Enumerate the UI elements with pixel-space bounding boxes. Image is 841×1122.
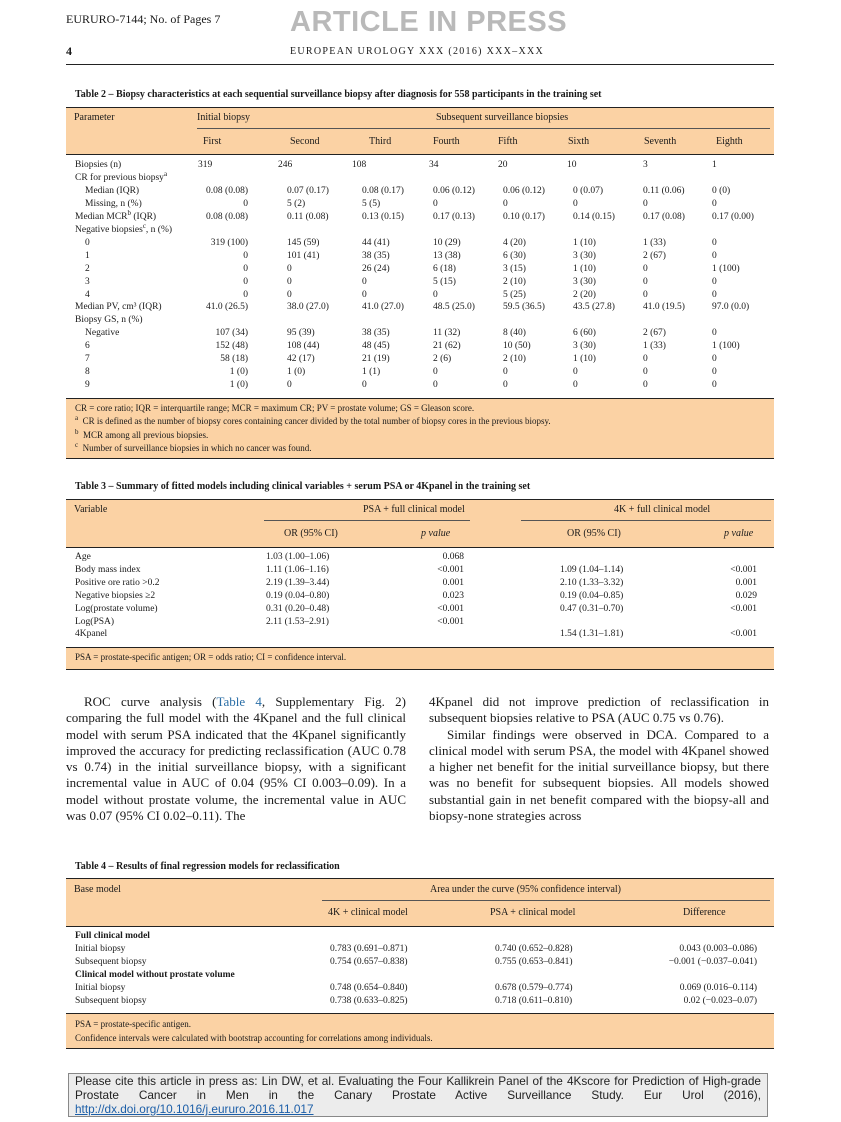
table2-cell: 0: [643, 380, 648, 391]
table4-title: Table 4 – Results of final regression models for reclassification: [75, 861, 340, 872]
header-rule: [66, 64, 774, 65]
table2-cell: 5 (2): [287, 198, 306, 209]
table3-sub-or-psa: OR (95% CI): [284, 528, 338, 539]
table2-cell: 0.14 (0.15): [573, 211, 615, 222]
table2-cell: 0: [712, 250, 717, 261]
table3-sub-p-psa: p value: [421, 528, 451, 539]
table4-4k-value: 0.754 (0.657–0.838): [330, 957, 408, 967]
table2-cell: 0.13 (0.15): [362, 211, 404, 222]
table2-cell: 20: [498, 160, 508, 170]
table2-row-label: Median PV, cm³ (IQR): [75, 302, 162, 313]
table2-cell: 26 (24): [362, 263, 390, 274]
table2-row-label: 7: [85, 354, 90, 365]
table4-link[interactable]: Table 4: [216, 694, 262, 709]
table2-row-label: Biopsy GS, n (%): [75, 315, 143, 326]
table2-cell: 8 (40): [503, 328, 526, 339]
table2-cell: 0.11 (0.08): [287, 211, 329, 222]
table2-cell: 0: [712, 198, 717, 209]
table2-cell: 0: [243, 276, 248, 287]
table2-cell: 0.07 (0.17): [287, 185, 329, 196]
table2-cell: 5 (25): [503, 289, 526, 300]
table2-cell: 0: [573, 380, 578, 391]
table2-cell: 6 (18): [433, 263, 456, 274]
table2-cell: 1 (100): [712, 341, 740, 352]
table2-cell: 0: [433, 367, 438, 378]
table3-title: Table 3 – Summary of fitted models including clinical variables + serum PSA or 4Kpanel in the training set: [75, 481, 531, 492]
table2-footnote-c: $^c$ Number of surveillance biopsies in which no cancer was found.: [75, 441, 312, 453]
table2-cell: 0: [287, 289, 292, 300]
table4-footnote-ci: Confidence intervals were calculated with bootstrap accounting for correlations among individuals.: [75, 1033, 433, 1043]
table2-cell: 2 (10): [503, 276, 526, 287]
page-number: 4: [66, 44, 72, 58]
table2-subhead: Sixth: [568, 136, 590, 147]
table2-cell: 58 (18): [220, 354, 248, 365]
table2-cell: 0: [712, 276, 717, 287]
table4-group-heading: Clinical model without prostate volume: [75, 970, 235, 980]
table2-cell: 10: [567, 160, 577, 170]
table2-cell: 10 (29): [433, 237, 461, 248]
table4-psa-value: 0.755 (0.653–0.841): [495, 957, 573, 967]
table3-row-label: Body mass index: [75, 564, 141, 575]
table4-psa-value: 0.678 (0.579–0.774): [495, 983, 573, 993]
table2-cell: 319: [198, 160, 213, 170]
table2-cell: 0: [287, 263, 292, 274]
table3-4k-underline: [521, 520, 771, 521]
table2-cell: 0: [712, 237, 717, 248]
table2-cell: 21 (62): [433, 341, 461, 352]
table2-cell: 0.17 (0.13): [433, 211, 475, 222]
table4-diff-value: 0.043 (0.003–0.086): [679, 944, 757, 954]
table2-cell: 41.0 (19.5): [643, 302, 685, 313]
table2-cell: 1 (0): [229, 367, 248, 378]
table2-cell: 0: [243, 263, 248, 274]
table2-cell: 0.17 (0.00): [712, 211, 754, 222]
table3-sub-p-4k: p value: [724, 528, 754, 539]
table2-cell: 0: [503, 380, 508, 391]
table2-row-label: Median MCR$^b$ (IQR): [75, 208, 157, 222]
table2-cell: 0 (0): [712, 185, 731, 196]
table2-header: [66, 107, 774, 155]
table2-cell: 0: [712, 380, 717, 391]
table3-4k-p: <0.001: [730, 629, 757, 640]
table2-cell: 0: [362, 276, 367, 287]
table2-row-label: CR for previous biopsy$^a$: [75, 169, 168, 183]
table2-cell: 2 (67): [643, 250, 666, 261]
table2-cell: 3: [643, 160, 648, 170]
table2-cell: 2 (10): [503, 354, 526, 365]
table2-footnote-a: $^a$ CR is defined as the number of biopsy cores containing cancer divided by the total number of biopsy cores in the previous biopsy.: [75, 414, 551, 426]
body-right-column: 4Kpanel did not improve prediction of reclassification in subsequent biopsies relative to PSA (AUC 0.75 vs 0.76). Similar findings were observed in DCA. Compared to a clinical model with serum PSA, the model with 4Kpanel showed a higher net benefit for the initial surveillance biopsy, but there was no benefit for subsequent biopsies. All models showed substantial gain in net benefit compared with the biopsy-all and biopsy-none strategies across: [429, 694, 769, 824]
table2-cell: 0: [362, 380, 367, 391]
table2-cell: 1 (0): [229, 380, 248, 391]
table2-cell: 34: [429, 160, 439, 170]
table4-row-label: Initial biopsy: [75, 944, 126, 954]
table2-cell: 11 (32): [433, 328, 461, 339]
table2-cell: 0.10 (0.17): [503, 211, 545, 222]
table3-col-variable: Variable: [74, 504, 108, 515]
table2-row-label: 4: [85, 289, 90, 300]
table2-cell: 0: [643, 198, 648, 209]
table2-cell: 1 (10): [573, 263, 596, 274]
table2-subsequent-underline: [276, 128, 770, 129]
table3-row-label: Log(prostate volume): [75, 603, 158, 614]
table3-4k-or: 0.47 (0.31–0.70): [560, 603, 624, 614]
table2-subhead: Fourth: [433, 136, 460, 147]
table3-4k-p: 0.001: [735, 577, 757, 588]
table2-cell: 145 (59): [287, 237, 320, 248]
table4-auc-underline: [322, 900, 770, 901]
table2-subhead: Third: [369, 136, 392, 147]
table2-cell: 101 (41): [287, 250, 320, 261]
table2-cell: 1 (33): [643, 237, 666, 248]
table3-psa-underline: [264, 520, 470, 521]
citation-doi-link[interactable]: http://dx.doi.org/10.1016/j.eururo.2016.11.017: [75, 1102, 314, 1116]
table2-cell: 21 (19): [362, 354, 390, 365]
table3-psa-or: 2.11 (1.53–2.91): [266, 616, 329, 627]
table2-cell: 0: [712, 289, 717, 300]
table2-subhead: First: [203, 136, 222, 147]
table2-cell: 0: [503, 198, 508, 209]
table2-cell: 42 (17): [287, 354, 315, 365]
table2-cell: 319 (100): [210, 237, 248, 248]
table3-4k-p: 0.029: [735, 590, 757, 601]
table2-cell: 107 (34): [215, 328, 248, 339]
table2-footnote-abbrev: CR = core ratio; IQR = interquartile range; MCR = maximum CR; PV = prostate volume; GS = Gleason score.: [75, 403, 475, 413]
table2-cell: 0: [433, 380, 438, 391]
table2-col-initial: Initial biopsy: [197, 112, 251, 123]
table4-sub-psa: PSA + clinical model: [490, 907, 576, 918]
table4-psa-value: 0.740 (0.652–0.828): [495, 944, 573, 954]
table3-psa-or: 1.03 (1.00–1.06): [266, 552, 330, 562]
table2-cell: 41.0 (27.0): [362, 302, 404, 313]
table3-4k-p: <0.001: [730, 564, 757, 575]
manuscript-id: EURURO-7144; No. of Pages 7: [66, 12, 221, 26]
table2-cell: 0.06 (0.12): [503, 185, 545, 196]
table2-col-subsequent: Subsequent surveillance biopsies: [436, 112, 569, 123]
table2-cell: 43.5 (27.8): [573, 302, 615, 313]
table2-row-label: 9: [85, 380, 90, 391]
table2-cell: 108 (44): [287, 341, 320, 352]
table2-row-label: 1: [85, 250, 90, 261]
table2-cell: 1 (1): [362, 367, 381, 378]
table2-cell: 5 (15): [433, 276, 456, 287]
table3-psa-p: 0.001: [442, 577, 464, 588]
table2-cell: 0: [243, 250, 248, 261]
table2-cell: 0: [243, 289, 248, 300]
table2-footnote-b: $^b$ MCR among all previous biopsies.: [75, 428, 209, 440]
table2-cell: 0: [287, 380, 292, 391]
table2-row-label: Median (IQR): [85, 185, 140, 196]
table3-row-label: Positive ore ratio >0.2: [75, 577, 160, 588]
table2-row-label: Negative: [85, 328, 120, 339]
table4-row-label: Subsequent biopsy: [75, 957, 147, 967]
table2-subhead: Eighth: [716, 136, 743, 147]
table4-diff-value: 0.069 (0.016–0.114): [679, 983, 757, 993]
table2-cell: 0: [573, 198, 578, 209]
table2-cell: 2 (67): [643, 328, 666, 339]
table3-row-label: 4Kpanel: [75, 629, 108, 640]
table2-cell: 1: [712, 160, 717, 170]
table2-cell: 13 (38): [433, 250, 461, 261]
table2-cell: 0.08 (0.08): [206, 211, 248, 222]
table3-psa-p: <0.001: [437, 603, 464, 614]
table2-cell: 3 (30): [573, 250, 596, 261]
table2-cell: 1 (100): [712, 263, 740, 274]
table2-row-label: 0: [85, 237, 90, 248]
table2-cell: 0: [712, 328, 717, 339]
table2-row-label: 8: [85, 367, 90, 378]
table4-group-heading: Full clinical model: [75, 931, 150, 941]
table2-cell: 0: [643, 263, 648, 274]
table2-subhead: Seventh: [644, 136, 677, 147]
table2-cell: 246: [278, 160, 293, 170]
table4-psa-value: 0.718 (0.611–0.810): [495, 996, 573, 1006]
table2-row-label: 2: [85, 263, 90, 274]
table4-4k-value: 0.748 (0.654–0.840): [330, 983, 408, 993]
table2-row-label: Biopsies (n): [75, 160, 122, 170]
table3-psa-or: 1.11 (1.06–1.16): [266, 564, 329, 575]
table2-cell: 1 (33): [643, 341, 666, 352]
table2-cell: 0: [362, 289, 367, 300]
table4-col-base: Base model: [74, 884, 121, 895]
table3-row-label: Age: [75, 552, 91, 562]
table4-diff-value: 0.02 (−0.023–0.07): [683, 996, 757, 1006]
table2-cell: 10 (50): [503, 341, 531, 352]
table2-cell: 0: [433, 198, 438, 209]
table2-cell: 2 (6): [433, 354, 452, 365]
table2-cell: 0.17 (0.08): [643, 211, 685, 222]
table2-cell: 5 (5): [362, 198, 381, 209]
table2-cell: 3 (30): [573, 276, 596, 287]
article-in-press-banner: ARTICLE IN PRESS: [290, 6, 568, 38]
journal-name: EUROPEAN UROLOGY XXX (2016) XXX–XXX: [290, 46, 545, 57]
table3-footnote: PSA = prostate-specific antigen; OR = odds ratio; CI = confidence interval.: [75, 652, 347, 662]
table2-cell: 1 (10): [573, 237, 596, 248]
table2-cell: 0: [287, 276, 292, 287]
table3-psa-p: <0.001: [437, 616, 464, 627]
table2-cell: 0: [712, 354, 717, 365]
table3-sub-or-4k: OR (95% CI): [567, 528, 621, 539]
table2-subhead: Fifth: [498, 136, 518, 147]
table2-cell: 48.5 (25.0): [433, 302, 475, 313]
table2-col-parameter: Parameter: [74, 112, 115, 123]
table2-row-label: Missing, n (%): [85, 198, 142, 209]
table2-cell: 2 (20): [573, 289, 596, 300]
table2-row-label: 3: [85, 276, 90, 287]
table2-cell: 0: [433, 289, 438, 300]
table2-row-label: Negative biopsies$^c$, n (%): [75, 221, 173, 235]
table3-4k-or: 0.19 (0.04–0.85): [560, 590, 624, 601]
table2-cell: 0: [643, 289, 648, 300]
table4-row-label: Subsequent biopsy: [75, 996, 147, 1006]
table3-psa-p: 0.023: [442, 590, 464, 601]
table2-title: Table 2 – Biopsy characteristics at each sequential surveillance biopsy after diagnosis for 558 participants in the training set: [75, 89, 602, 100]
table2-cell: 6 (60): [573, 328, 596, 339]
table2-cell: 0.06 (0.12): [433, 185, 475, 196]
table2-cell: 0: [573, 367, 578, 378]
table2-cell: 0.11 (0.06): [643, 185, 685, 196]
table4-footnote-psa: PSA = prostate-specific antigen.: [75, 1019, 192, 1029]
table4-4k-value: 0.783 (0.691–0.871): [330, 944, 408, 954]
table2-cell: 0 (0.07): [573, 185, 604, 196]
table3-4k-p: <0.001: [730, 603, 757, 614]
table2-cell: 38 (35): [362, 250, 390, 261]
citation-box: [68, 1073, 768, 1117]
table2-cell: 152 (48): [215, 341, 248, 352]
table2-cell: 1 (10): [573, 354, 596, 365]
table2-cell: 0.08 (0.08): [206, 185, 248, 196]
table3-4k-or: 1.09 (1.04–1.14): [560, 564, 624, 575]
table3-row-label: Log(PSA): [75, 616, 115, 627]
table2-cell: 6 (30): [503, 250, 526, 261]
table2-cell: 0: [712, 367, 717, 378]
table4-col-auc: Area under the curve (95% confidence interval): [430, 884, 622, 895]
table2-cell: 0.08 (0.17): [362, 185, 404, 196]
table2-cell: 97.0 (0.0): [712, 302, 750, 313]
table2-footnotes: [66, 398, 774, 459]
table3-psa-p: 0.068: [442, 552, 464, 562]
table4-sub-diff: Difference: [683, 907, 726, 918]
citation-text: Please cite this article in press as: Lin DW, et al. Evaluating the Four Kallikrein Panel of the 4Kscore for Prediction of High-grade Prostate Cancer in Men in the Canary Prostate Active Surveillance Study. Eur Urol (2016),: [75, 1074, 761, 1102]
table2-cell: 0: [643, 367, 648, 378]
table3-psa-or: 0.31 (0.20–0.48): [266, 603, 330, 614]
table2-cell: 1 (0): [287, 367, 306, 378]
table2-cell: 3 (15): [503, 263, 526, 274]
table2-cell: 48 (45): [362, 341, 390, 352]
table4-header: [66, 878, 774, 927]
table2-cell: 59.5 (36.5): [503, 302, 545, 313]
table2-row-label: 6: [85, 341, 90, 352]
table2-cell: 38.0 (27.0): [287, 302, 329, 313]
table2-cell: 38 (35): [362, 328, 390, 339]
table4-row-label: Initial biopsy: [75, 983, 126, 993]
table2-subhead: Second: [290, 136, 320, 147]
table3-psa-p: <0.001: [437, 564, 464, 575]
table4-footnotes: [66, 1013, 774, 1049]
table2-cell: 0: [243, 198, 248, 209]
table3-col-4k: 4K + full clinical model: [614, 504, 711, 515]
table2-cell: 44 (41): [362, 237, 390, 248]
table3-psa-or: 0.19 (0.04–0.80): [266, 590, 330, 601]
table3-col-psa: PSA + full clinical model: [363, 504, 465, 515]
body-left-column: ROC curve analysis (Table 4, Supplementary Fig. 2) comparing the full model with the 4Kpanel and the full clinical model with serum PSA indicated that the 4Kpanel significantly improved the accuracy for predicting reclassification (AUC 0.78 vs 0.74) in the initial surveillance biopsy, with a significant incremental value in AUC of 0.04 (95% CI 0.003–0.09). In a model without prostate volume, the incremental value in AUC was 0.07 (95% CI 0.02–0.11). The: [66, 694, 406, 824]
table3-psa-or: 2.19 (1.39–3.44): [266, 577, 330, 588]
table3-footnotes: [66, 647, 774, 670]
table2-cell: 0: [643, 276, 648, 287]
table4-4k-value: 0.738 (0.633–0.825): [330, 996, 408, 1006]
table4-sub-4k: 4K + clinical model: [328, 907, 408, 918]
table3-4k-or: 1.54 (1.31–1.81): [560, 629, 624, 640]
table2-cell: 95 (39): [287, 328, 315, 339]
table3-row-label: Negative biopsies ≥2: [75, 590, 156, 601]
table2-cell: 108: [352, 160, 367, 170]
table2-cell: 41.0 (26.5): [206, 302, 248, 313]
table3-header: [66, 499, 774, 548]
table4-diff-value: −0.001 (−0.037–0.041): [668, 957, 757, 967]
table2-cell: 3 (30): [573, 341, 596, 352]
table3-4k-or: 2.10 (1.33–3.32): [560, 577, 624, 588]
table2-cell: 0: [503, 367, 508, 378]
table2-cell: 4 (20): [503, 237, 526, 248]
table2-cell: 0: [643, 354, 648, 365]
